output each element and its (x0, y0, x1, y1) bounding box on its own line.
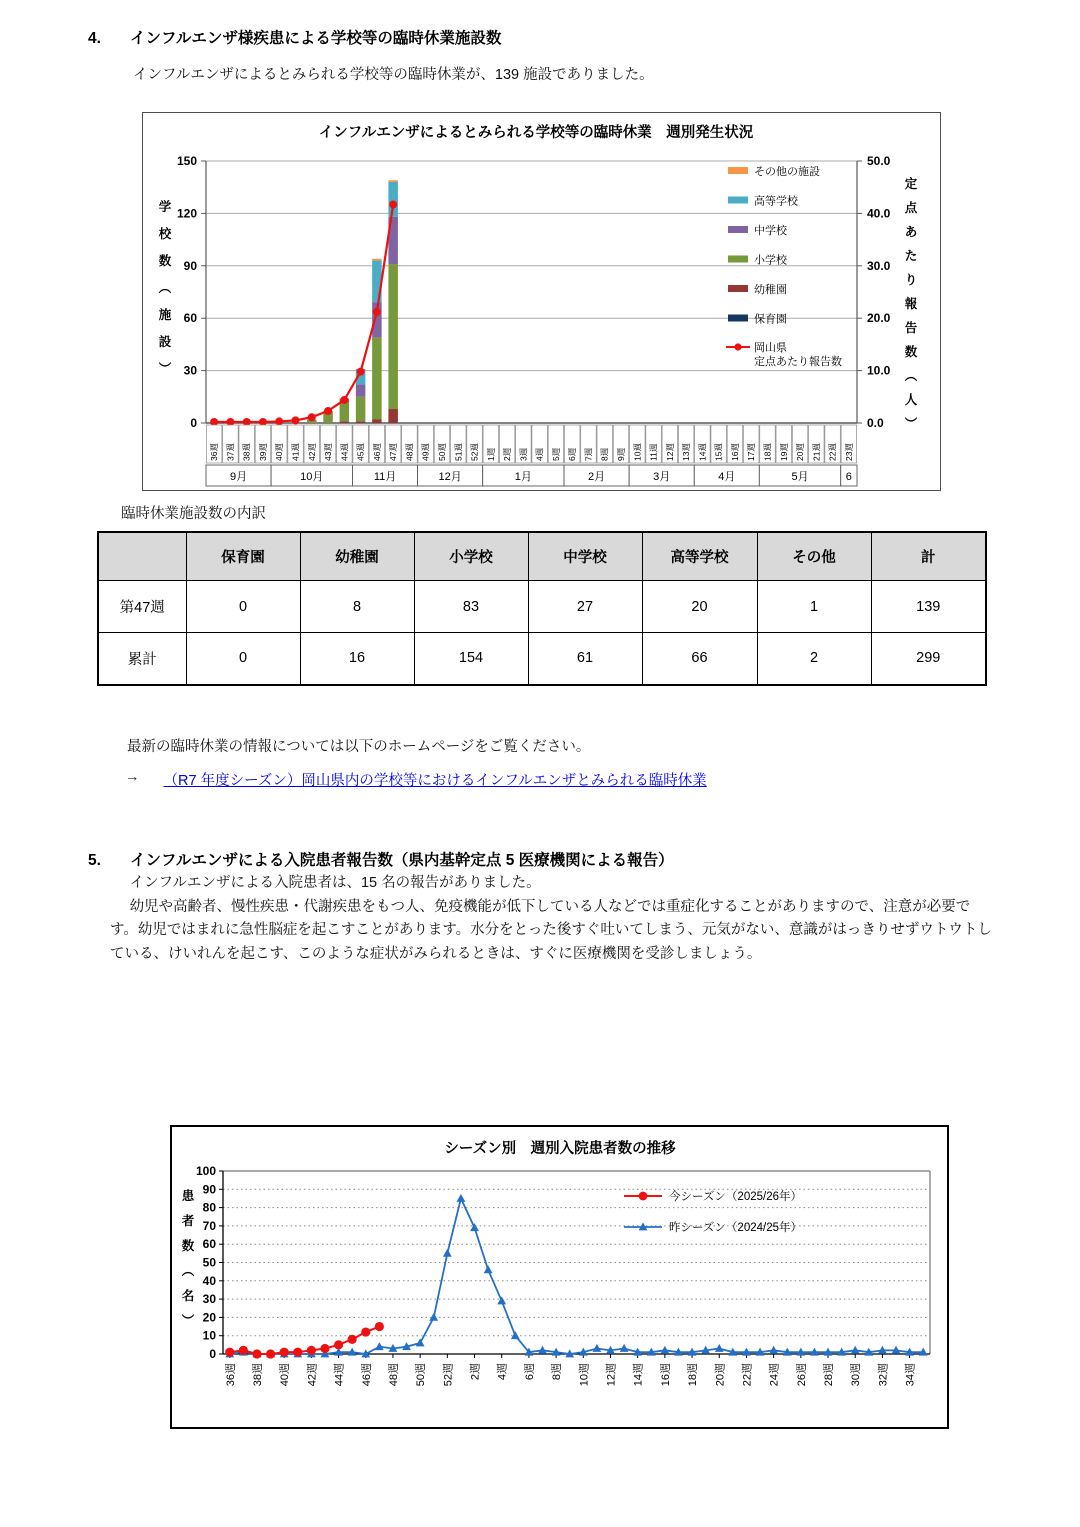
legend-circle-marker (639, 1192, 648, 1201)
svg-text:小学校: 小学校 (754, 254, 787, 267)
section5-title: インフルエンザによる入院患者報告数（県内基幹定点 5 医療機関による報告） (130, 852, 674, 869)
cell: 154 (414, 633, 528, 685)
svg-text:60: 60 (183, 311, 197, 326)
svg-text:46週: 46週 (360, 1363, 373, 1387)
line-marker (292, 416, 300, 424)
svg-text:100: 100 (195, 1164, 216, 1178)
legend-swatch-中学校 (728, 226, 748, 233)
svg-text:40週: 40週 (279, 1363, 292, 1387)
bar-segment-小学校 (372, 337, 382, 419)
hospitalization-trend-chart (172, 1127, 943, 1423)
svg-text:15週: 15週 (713, 443, 724, 461)
circle-marker (266, 1349, 275, 1358)
legend-line-marker (734, 343, 741, 350)
svg-text:中学校: 中学校 (754, 225, 787, 237)
sentinel-report-line (210, 200, 397, 425)
chart2-title: シーズン別 週別入院患者数の推移 (444, 1141, 676, 1157)
svg-text:5月: 5月 (791, 471, 809, 483)
svg-text:9週: 9週 (616, 447, 627, 461)
triangle-marker (769, 1346, 778, 1354)
cell: 20 (642, 581, 757, 633)
svg-text:20: 20 (202, 1310, 216, 1325)
svg-text:3週: 3週 (518, 447, 529, 461)
svg-text:11月: 11月 (373, 471, 397, 483)
header-other: その他 (757, 532, 871, 581)
cell: 0 (186, 581, 300, 633)
svg-text:10月: 10月 (300, 471, 324, 483)
svg-text:52週: 52週 (469, 443, 480, 461)
svg-text:定点あたり報告数: 定点あたり報告数 (754, 356, 842, 368)
svg-text:36週: 36週 (224, 1363, 237, 1387)
triangle-marker (497, 1296, 506, 1304)
svg-text:4週: 4週 (496, 1363, 509, 1381)
section5-paragraph: 幼児や高齢者、慢性疾患・代謝疾患をもつ人、免疫機能が低下している人などでは重症化することがありますので、注意が必要です。幼児ではまれに急性脳症を起こすことがあります。水分をとった後すぐ吐いてしまう、元気がない、意識がはっきりせずウトウトしている、けいれんを起こす、このような症状がみられるときは、すぐに医療機関を受診しましょう。 (110, 898, 992, 962)
legend-swatch-その他の施設 (728, 167, 748, 174)
closure-weekly-chart-frame (142, 112, 941, 491)
svg-text:17週: 17週 (746, 443, 757, 461)
table-row (98, 633, 986, 685)
svg-text:1月: 1月 (514, 471, 532, 483)
header-junior-high: 中学校 (528, 532, 642, 581)
bar-segment-小学校 (388, 264, 398, 409)
svg-text:16週: 16週 (729, 443, 740, 461)
month-axis-labels (206, 465, 857, 486)
table-row (98, 581, 986, 633)
svg-text:30.0: 30.0 (867, 258, 891, 273)
cell: 27 (528, 581, 642, 633)
triangle-marker (457, 1194, 466, 1202)
axes (196, 1164, 930, 1361)
axis-title: 定点あたり報告数︵人︶ (904, 177, 918, 431)
svg-text:80: 80 (202, 1200, 216, 1215)
svg-text:22週: 22週 (827, 443, 838, 461)
svg-text:51週: 51週 (453, 443, 464, 461)
bar-segment-幼稚園 (372, 420, 382, 423)
triangle-marker (511, 1331, 520, 1339)
bar-segment-幼稚園 (356, 421, 366, 423)
bar-segment-幼稚園 (388, 409, 398, 423)
svg-text:70: 70 (202, 1218, 216, 1233)
svg-text:47週: 47週 (388, 443, 399, 461)
svg-text:10週: 10週 (578, 1363, 591, 1387)
svg-text:39週: 39週 (257, 443, 268, 461)
svg-text:22週: 22週 (741, 1363, 754, 1387)
svg-text:30: 30 (183, 363, 197, 378)
cell: 61 (528, 633, 642, 685)
closure-weekly-chart (143, 113, 938, 488)
hospitalization-chart-frame (170, 1125, 949, 1429)
last-season-series (225, 1194, 927, 1358)
svg-text:90: 90 (202, 1182, 216, 1197)
circle-marker (375, 1322, 384, 1331)
svg-text:6週: 6週 (567, 447, 578, 461)
triangle-marker (715, 1344, 724, 1352)
legend-swatch-小学校 (728, 256, 748, 263)
cell: 0 (186, 633, 300, 685)
bar-segment-幼稚園 (340, 421, 350, 423)
svg-text:4月: 4月 (718, 471, 736, 483)
legend-swatch-幼稚園 (728, 285, 748, 292)
line-marker (275, 417, 283, 425)
section5-body (110, 872, 994, 966)
svg-text:12週: 12週 (605, 1363, 618, 1387)
svg-text:23週: 23週 (843, 443, 854, 461)
svg-text:37週: 37週 (225, 443, 236, 461)
svg-text:11週: 11週 (648, 443, 659, 461)
svg-text:岡山県: 岡山県 (754, 342, 787, 354)
table-header-row (98, 532, 986, 581)
svg-text:0.0: 0.0 (867, 416, 884, 430)
svg-text:7週: 7週 (583, 447, 594, 461)
svg-text:14週: 14週 (632, 1363, 645, 1387)
svg-text:50週: 50週 (415, 1363, 428, 1387)
legend (624, 1189, 802, 1234)
line-marker (324, 407, 332, 415)
svg-text:5週: 5週 (550, 447, 561, 461)
svg-text:36週: 36週 (209, 443, 220, 461)
svg-text:8週: 8週 (551, 1363, 564, 1381)
section4-heading (88, 26, 501, 48)
svg-text:1週: 1週 (485, 447, 496, 461)
header-elementary: 小学校 (414, 532, 528, 581)
svg-text:48週: 48週 (404, 443, 415, 461)
svg-text:6: 6 (845, 471, 852, 483)
svg-text:40.0: 40.0 (867, 206, 891, 221)
circle-marker (293, 1348, 302, 1357)
closure-breakdown-table (97, 531, 987, 686)
triangle-marker (538, 1346, 547, 1354)
section4-number: 4. (88, 30, 101, 47)
triangle-marker (851, 1346, 860, 1354)
cell: 8 (300, 581, 414, 633)
svg-text:14週: 14週 (697, 443, 708, 461)
svg-text:150: 150 (176, 154, 197, 168)
svg-text:20週: 20週 (714, 1363, 727, 1387)
svg-text:16週: 16週 (659, 1363, 672, 1387)
line-marker (373, 308, 381, 316)
svg-text:60: 60 (202, 1237, 216, 1252)
triangle-marker (660, 1346, 669, 1354)
table-caption: 臨時休業施設数の内訳 (121, 506, 266, 522)
triangle-marker (470, 1223, 479, 1231)
svg-text:幼稚園: 幼稚園 (754, 284, 787, 296)
svg-text:42週: 42週 (306, 443, 317, 461)
svg-text:今シーズン（2025/26年）: 今シーズン（2025/26年） (669, 1191, 802, 1203)
svg-text:30週: 30週 (850, 1363, 863, 1387)
header-high-school: 高等学校 (642, 532, 757, 581)
svg-text:50週: 50週 (436, 443, 447, 461)
svg-text:32週: 32週 (877, 1363, 890, 1387)
line-marker (357, 368, 365, 376)
circle-marker (225, 1348, 234, 1357)
svg-text:0: 0 (209, 1347, 216, 1361)
svg-text:2月: 2月 (588, 471, 606, 483)
svg-text:40週: 40週 (274, 443, 285, 461)
triangle-marker (416, 1338, 425, 1346)
gridlines (223, 1189, 930, 1335)
svg-text:42週: 42週 (306, 1363, 319, 1387)
svg-text:26週: 26週 (795, 1363, 808, 1387)
line-marker (340, 396, 348, 404)
homepage-note: 最新の臨時休業の情報については以下のホームページをご覧ください。 (127, 739, 591, 755)
svg-text:2週: 2週 (502, 447, 513, 461)
svg-text:30: 30 (202, 1292, 216, 1307)
svg-text:46週: 46週 (371, 443, 382, 461)
circle-marker (252, 1349, 261, 1358)
svg-text:8週: 8週 (599, 447, 610, 461)
svg-text:40: 40 (202, 1273, 216, 1288)
triangle-marker (375, 1342, 384, 1350)
bar-segment-小学校 (340, 402, 350, 421)
circle-marker (348, 1335, 357, 1344)
triangle-marker (620, 1344, 629, 1352)
closure-info-link[interactable]: （R7 年度シーズン）岡山県内の学校等におけるインフルエンザとみられる臨時休業 (163, 773, 707, 789)
header-blank (98, 532, 186, 581)
arrow-glyph: → (125, 769, 140, 785)
svg-text:昨シーズン（2024/25年）: 昨シーズン（2024/25年） (669, 1222, 802, 1234)
line-marker (308, 413, 316, 421)
link-row (125, 769, 707, 790)
svg-text:52週: 52週 (442, 1363, 455, 1387)
svg-text:49週: 49週 (420, 443, 431, 461)
axis-title: 学校数︵施設︶ (158, 200, 172, 376)
svg-text:その他の施設: その他の施設 (754, 166, 820, 178)
bar-segment-その他の施設 (372, 259, 382, 261)
svg-text:44週: 44週 (339, 443, 350, 461)
svg-text:12月: 12月 (438, 471, 462, 483)
axis-title: 患者数︵名︶ (181, 1189, 195, 1328)
svg-text:保育園: 保育園 (754, 313, 787, 326)
triangle-marker (443, 1249, 452, 1257)
cell-total: 139 (871, 581, 986, 633)
legend-swatch-高等学校 (728, 197, 748, 204)
svg-text:90: 90 (183, 258, 197, 273)
bar-segment-中学校 (356, 385, 366, 397)
triangle-marker (592, 1344, 601, 1352)
svg-text:19週: 19週 (778, 443, 789, 461)
chart1-title: インフルエンザによるとみられる学校等の臨時休業 週別発生状況 (318, 125, 754, 141)
cell-total: 299 (871, 633, 986, 685)
legend-swatch-保育園 (728, 315, 748, 322)
svg-text:28週: 28週 (823, 1363, 836, 1387)
svg-text:45週: 45週 (355, 443, 366, 461)
cell: 66 (642, 633, 757, 685)
circle-marker (307, 1346, 316, 1355)
cell: 16 (300, 633, 414, 685)
header-kindergarten: 幼稚園 (300, 532, 414, 581)
svg-text:高等学校: 高等学校 (754, 195, 798, 208)
svg-text:41週: 41週 (290, 443, 301, 461)
section4-title: インフルエンザ様疾患による学校等の臨時休業施設数 (130, 30, 502, 47)
section5-heading (88, 848, 674, 870)
svg-text:18週: 18週 (762, 443, 773, 461)
svg-text:4週: 4週 (534, 447, 545, 461)
svg-text:48週: 48週 (387, 1363, 400, 1387)
svg-text:6週: 6週 (523, 1363, 536, 1381)
svg-text:3月: 3月 (653, 471, 671, 483)
header-nursery: 保育園 (186, 532, 300, 581)
section5-lead: インフルエンザによる入院患者は、15 名の報告がありました。 (129, 875, 541, 891)
line-marker (389, 200, 397, 208)
svg-text:50.0: 50.0 (867, 154, 891, 168)
svg-text:10週: 10週 (632, 443, 643, 461)
header-total: 計 (871, 532, 986, 581)
svg-text:18週: 18週 (687, 1363, 700, 1387)
week-axis-labels (224, 1354, 917, 1386)
triangle-marker (484, 1265, 493, 1273)
circle-marker (320, 1344, 329, 1353)
cell: 2 (757, 633, 871, 685)
circle-marker (239, 1346, 248, 1355)
section5-number: 5. (88, 852, 101, 869)
circle-marker (334, 1340, 343, 1349)
circle-marker (280, 1348, 289, 1357)
svg-text:21週: 21週 (811, 443, 822, 461)
svg-text:20週: 20週 (795, 443, 806, 461)
svg-text:12週: 12週 (664, 443, 675, 461)
svg-text:34週: 34週 (904, 1363, 917, 1387)
svg-text:10.0: 10.0 (867, 363, 891, 378)
svg-text:43週: 43週 (323, 443, 334, 461)
row-label-week47: 第47週 (98, 581, 186, 633)
svg-text:24週: 24週 (768, 1363, 781, 1387)
svg-text:38週: 38週 (241, 443, 252, 461)
row-label-cumulative: 累計 (98, 633, 186, 685)
triangle-marker (429, 1313, 438, 1321)
svg-text:2週: 2週 (469, 1363, 482, 1381)
svg-text:9月: 9月 (229, 471, 248, 483)
svg-text:0: 0 (190, 416, 197, 430)
svg-text:13週: 13週 (681, 443, 692, 461)
svg-text:10: 10 (202, 1328, 216, 1343)
bar-segment-小学校 (356, 397, 366, 421)
svg-text:44週: 44週 (333, 1363, 346, 1387)
cell: 1 (757, 581, 871, 633)
svg-text:20.0: 20.0 (867, 311, 891, 326)
svg-text:120: 120 (176, 206, 197, 221)
circle-marker (361, 1327, 370, 1336)
week-axis-labels (206, 425, 856, 463)
bar-segment-その他の施設 (388, 180, 398, 182)
cell: 83 (414, 581, 528, 633)
section4-lead: インフルエンザによるとみられる学校等の臨時休業が、139 施設でありました。 (133, 67, 654, 83)
svg-text:50: 50 (202, 1255, 216, 1270)
svg-text:38週: 38週 (251, 1363, 264, 1387)
